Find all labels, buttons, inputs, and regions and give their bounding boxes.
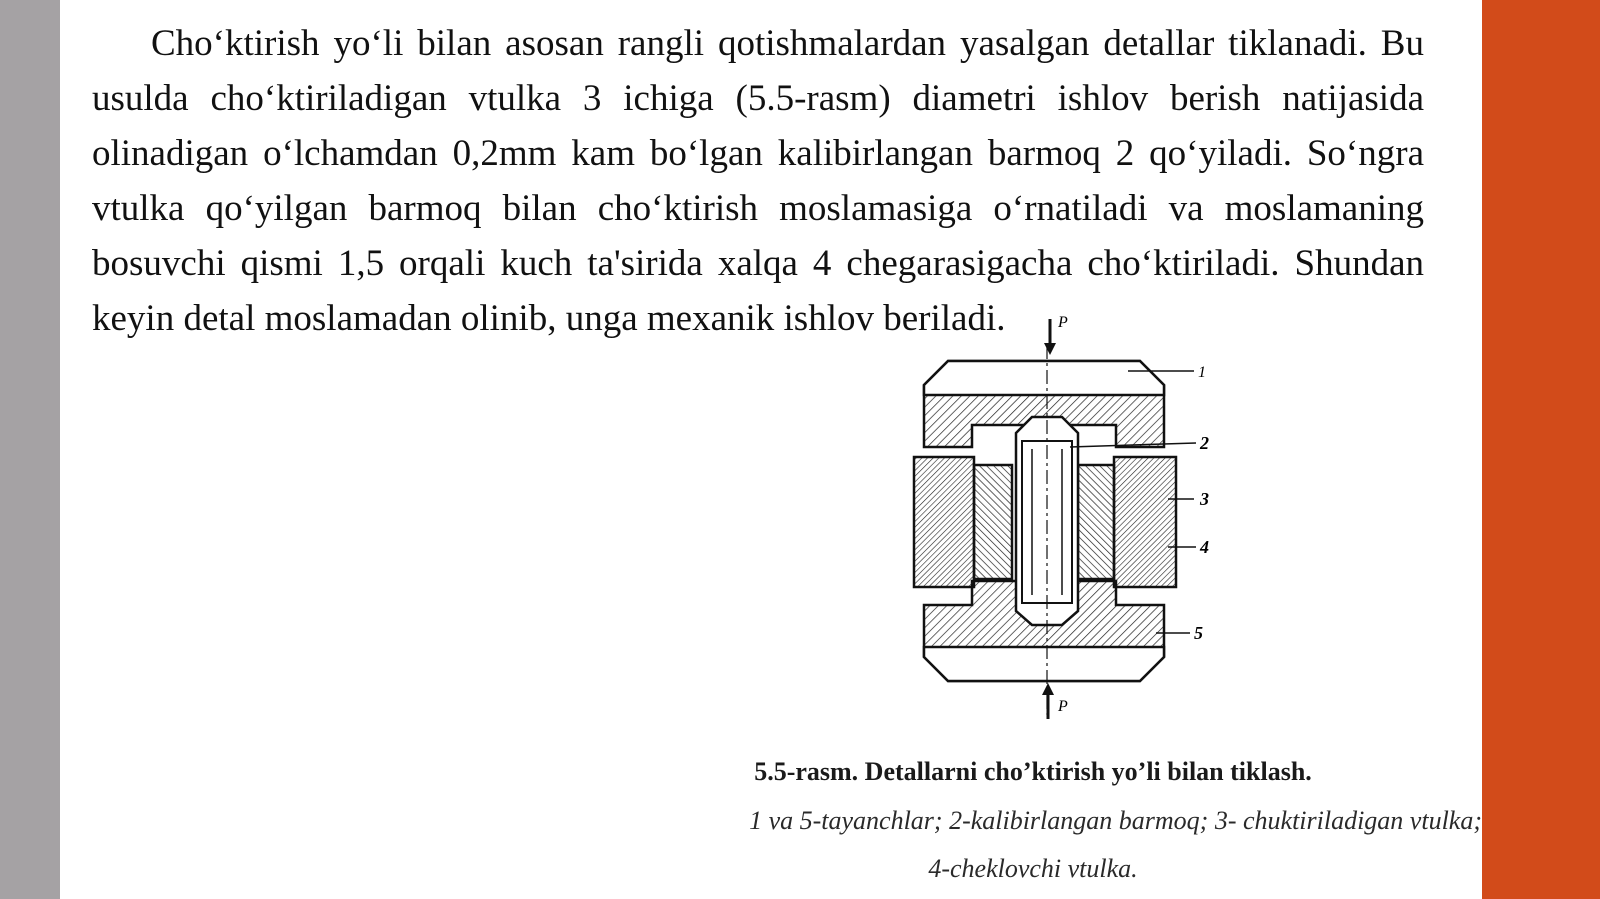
upset-sleeve-right — [1078, 465, 1114, 579]
label-part-2: 2 — [1200, 433, 1209, 453]
label-part-5: 5 — [1194, 623, 1203, 643]
label-part-1: 1 — [1198, 364, 1206, 381]
figure-caption-legend-line1: 1 va 5-tayanchlar; 2-kalibirlangan barmoq; 3- chuktiriladigan vtulka; — [749, 806, 1482, 835]
label-part-4: 4 — [1200, 537, 1209, 557]
technical-drawing — [906, 315, 1276, 735]
body-paragraph: Cho‘ktirish yo‘li bilan asosan rangli qotishmalardan yasalgan detallar tiklanadi. Bu usulda cho‘ktiriladigan vtulka 3 ichiga (5.5-rasm) diametri ishlov berish natijasida olinadigan o‘lchamdan 0,2mm kam bo‘lgan kalibirlangan barmoq 2 qo‘yiladi. So‘ngra vtulka qo‘yilgan barmoq bilan cho‘ktirish moslamasiga o‘rnatiladi va moslamaning bosuvchi qismi 1,5 orqali kuch ta'sirida xalqa 4 chegarasigacha cho‘ktiriladi. Shundan keyin detal moslamadan olinib, unga mexanik ishlov beriladi. — [92, 23, 1424, 339]
left-accent-bar — [0, 0, 60, 899]
top-force-arrow — [1044, 319, 1056, 355]
label-force-top: P — [1058, 315, 1068, 331]
slide-body-text — [92, 16, 1424, 346]
label-part-3: 3 — [1200, 489, 1209, 509]
bottom-force-arrow — [1042, 683, 1054, 719]
limiting-sleeve-left — [914, 457, 974, 587]
label-force-bottom: P — [1058, 698, 1068, 715]
upset-sleeve-left — [974, 465, 1012, 579]
figure-caption-legend-line2: 4-cheklovchi vtulka. — [928, 854, 1138, 883]
figure-caption-title: 5.5-rasm. Detallarni cho’ktirish yo’li bilan tiklash. — [754, 757, 1312, 786]
right-accent-bar — [1482, 0, 1600, 899]
limiting-sleeve-right — [1114, 457, 1176, 587]
